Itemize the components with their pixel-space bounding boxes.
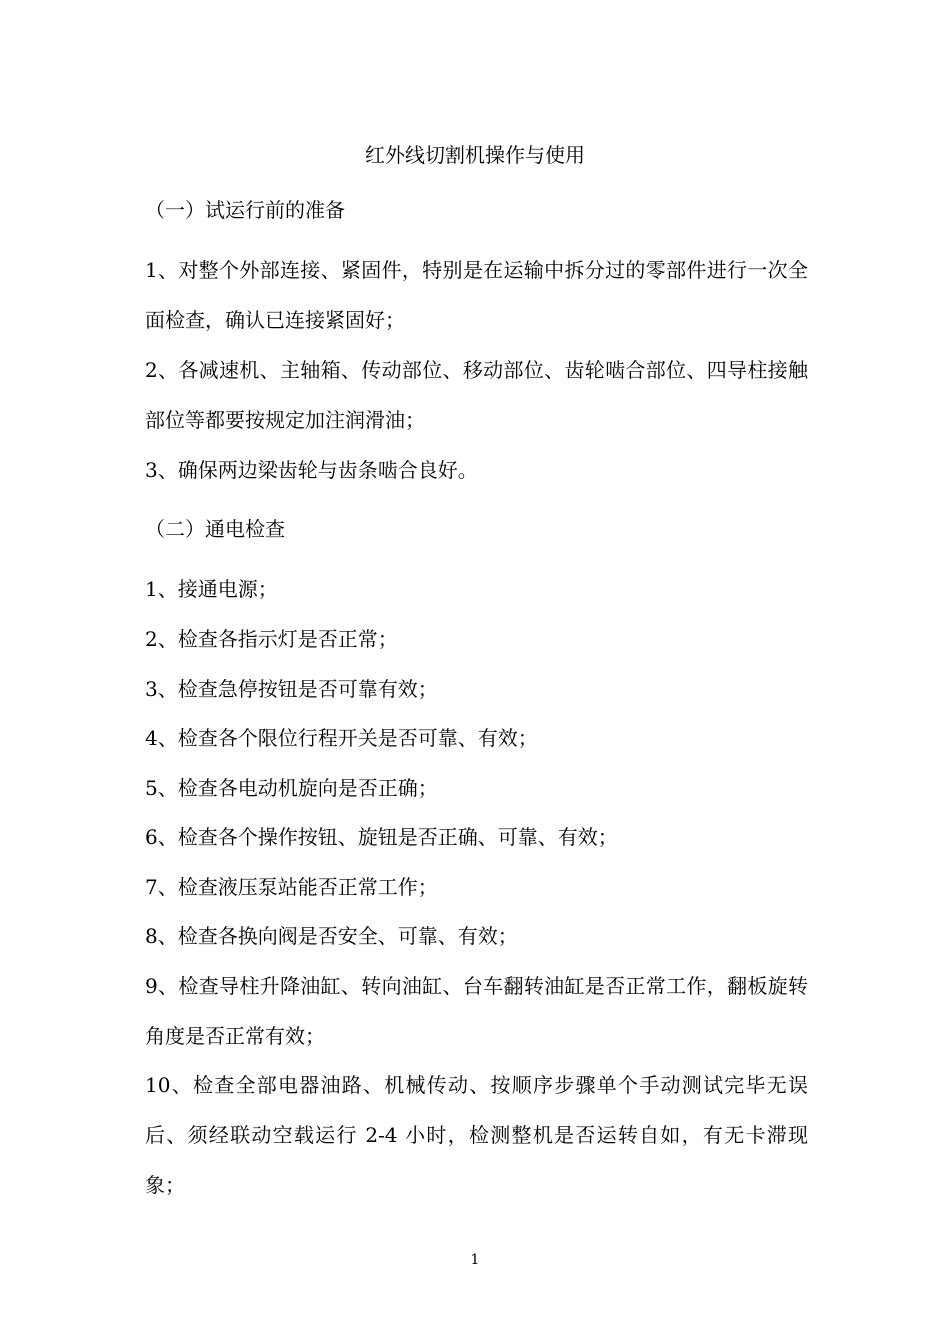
section-heading-preparation: （一）试运行前的准备 bbox=[145, 198, 345, 222]
list-item: 7、检查液压泵站能否正常工作； bbox=[145, 875, 438, 899]
list-item: 2、检查各指示灯是否正常； bbox=[145, 627, 398, 651]
list-item: 10、检查全部电器油路、机械传动、按顺序步骤单个手动测试完毕无误后、须经联动空载运行 2-4 小时，检测整机是否运转自如，有无卡滞现象； bbox=[145, 1073, 808, 1197]
page-number: 1 bbox=[470, 1252, 480, 1268]
list-item: 4、检查各个限位行程开关是否可靠、有效； bbox=[145, 726, 538, 750]
list-item: 5、检查各电动机旋向是否正确； bbox=[145, 776, 438, 800]
list-item: 8、检查各换向阀是否安全、可靠、有效； bbox=[145, 924, 518, 948]
list-item: 1、对整个外部连接、紧固件，特别是在运输中拆分过的零部件进行一次全面检查，确认已连接紧固好； bbox=[145, 258, 808, 332]
list-item: 9、检查导柱升降油缸、转向油缸、台车翻转油缸是否正常工作，翻板旋转角度是否正常有效； bbox=[145, 974, 808, 1048]
section-heading-power-check: （二）通电检查 bbox=[145, 517, 285, 541]
list-item: 3、检查急停按钮是否可靠有效； bbox=[145, 677, 438, 701]
list-item: 6、检查各个操作按钮、旋钮是否正确、可靠、有效； bbox=[145, 825, 618, 849]
list-item: 3、确保两边梁齿轮与齿条啮合良好。 bbox=[145, 458, 478, 482]
document-title: 红外线切割机操作与使用 bbox=[365, 143, 585, 167]
list-item: 2、各减速机、主轴箱、传动部位、移动部位、齿轮啮合部位、四导柱接触部位等都要按规定加注润滑油； bbox=[145, 358, 808, 432]
list-item: 1、接通电源； bbox=[145, 577, 278, 601]
